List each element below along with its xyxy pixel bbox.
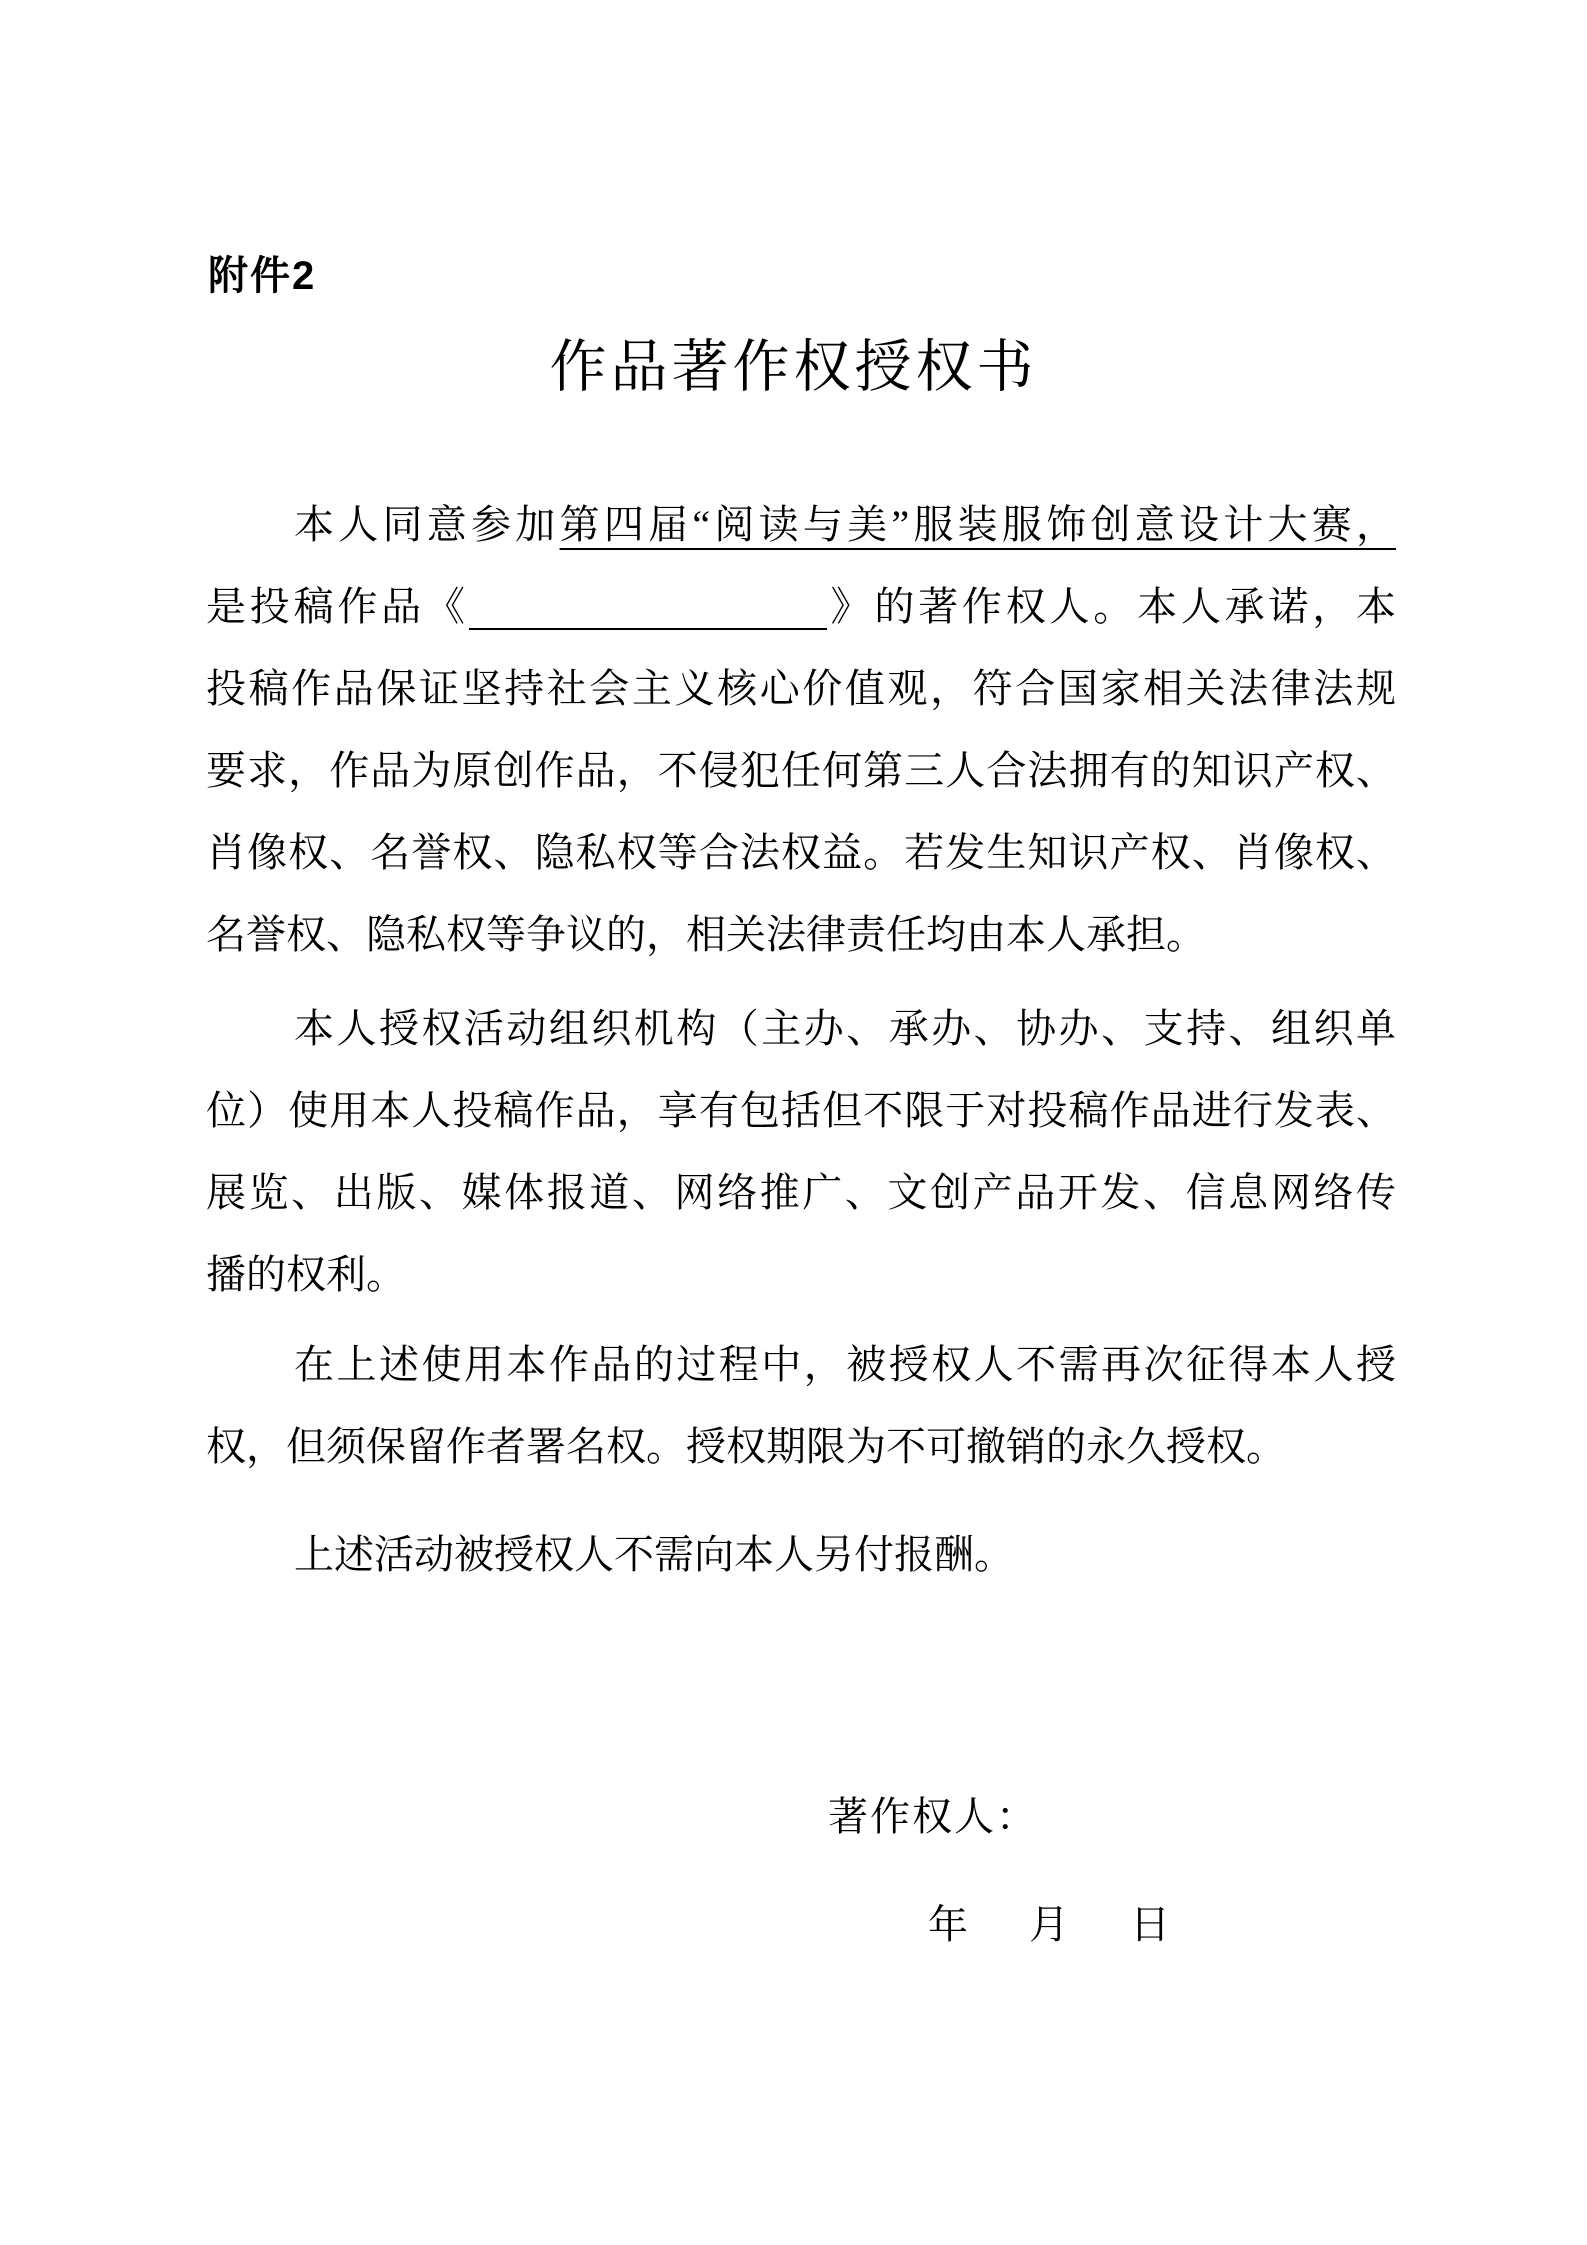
paragraph-authorization (206, 988, 1396, 1316)
page-title: 作品著作权授权书 (549, 336, 1038, 399)
date-line (206, 1884, 1396, 1966)
text-run: 肖像权、名誉权、隐私权等合法权益。若发生知识产权、肖像权、 (206, 830, 1396, 875)
text-run: 位）使用本人投稿作品，享有包括但不限于对投稿作品进行发表、 (206, 1088, 1396, 1133)
document-line (206, 1234, 1396, 1316)
document-body (206, 484, 1396, 1966)
document-line (206, 1514, 1396, 1596)
document-line (206, 566, 1396, 648)
text-run: 名誉权、隐私权等争议的，相关法律责任均由本人承担。 (206, 912, 1206, 957)
document-line (206, 894, 1396, 976)
text-run: 本人授权活动组织机构（主办、承办、协办、支持、组织单 (294, 1006, 1396, 1051)
text-run: 要求，作品为原创作品，不侵犯任何第三人合法拥有的知识产权、 (206, 748, 1396, 793)
attachment-label: 附件2 (208, 254, 317, 298)
document-line (206, 730, 1396, 812)
text-run: 上述活动被授权人不需向本人另付报酬。 (294, 1532, 1014, 1577)
text-run: 展览、出版、媒体报道、网络推广、文创产品开发、信息网络传 (206, 1170, 1396, 1215)
document-line (206, 1070, 1396, 1152)
copyright-holder-label: 著作权人： (828, 1794, 1038, 1839)
date-month-label: 月 (1029, 1902, 1069, 1947)
work-title-blank-field[interactable] (469, 588, 827, 630)
signature-line (828, 1776, 1396, 1858)
text-run: 本人同意参加 (294, 502, 560, 547)
underlined-text: 第四届“阅读与美”服装服饰创意设计大赛， (559, 502, 1396, 547)
text-run: 是投稿作品《 (206, 584, 469, 629)
document-line (206, 812, 1396, 894)
document-line (206, 1406, 1396, 1488)
paragraph-usage-terms (206, 1324, 1396, 1488)
text-run: 投稿作品保证坚持社会主义核心价值观，符合国家相关法律法规 (206, 666, 1396, 711)
document-line (206, 1152, 1396, 1234)
text-run: 在上述使用本作品的过程中，被授权人不需再次征得本人授 (294, 1342, 1396, 1387)
paragraph-remuneration (206, 1514, 1396, 1596)
paragraph-commitment (206, 484, 1396, 976)
date-day-label: 日 (1130, 1902, 1170, 1947)
document-line (206, 648, 1396, 730)
text-run: 播的权利。 (206, 1252, 406, 1297)
document-line (206, 1324, 1396, 1406)
date-year-label: 年 (928, 1902, 968, 1947)
text-run: 权，但须保留作者署名权。授权期限为不可撤销的永久授权。 (206, 1424, 1286, 1469)
document-line (206, 988, 1396, 1070)
document-line (206, 484, 1396, 566)
text-run: 》的著作权人。本人承诺，本 (826, 584, 1397, 629)
